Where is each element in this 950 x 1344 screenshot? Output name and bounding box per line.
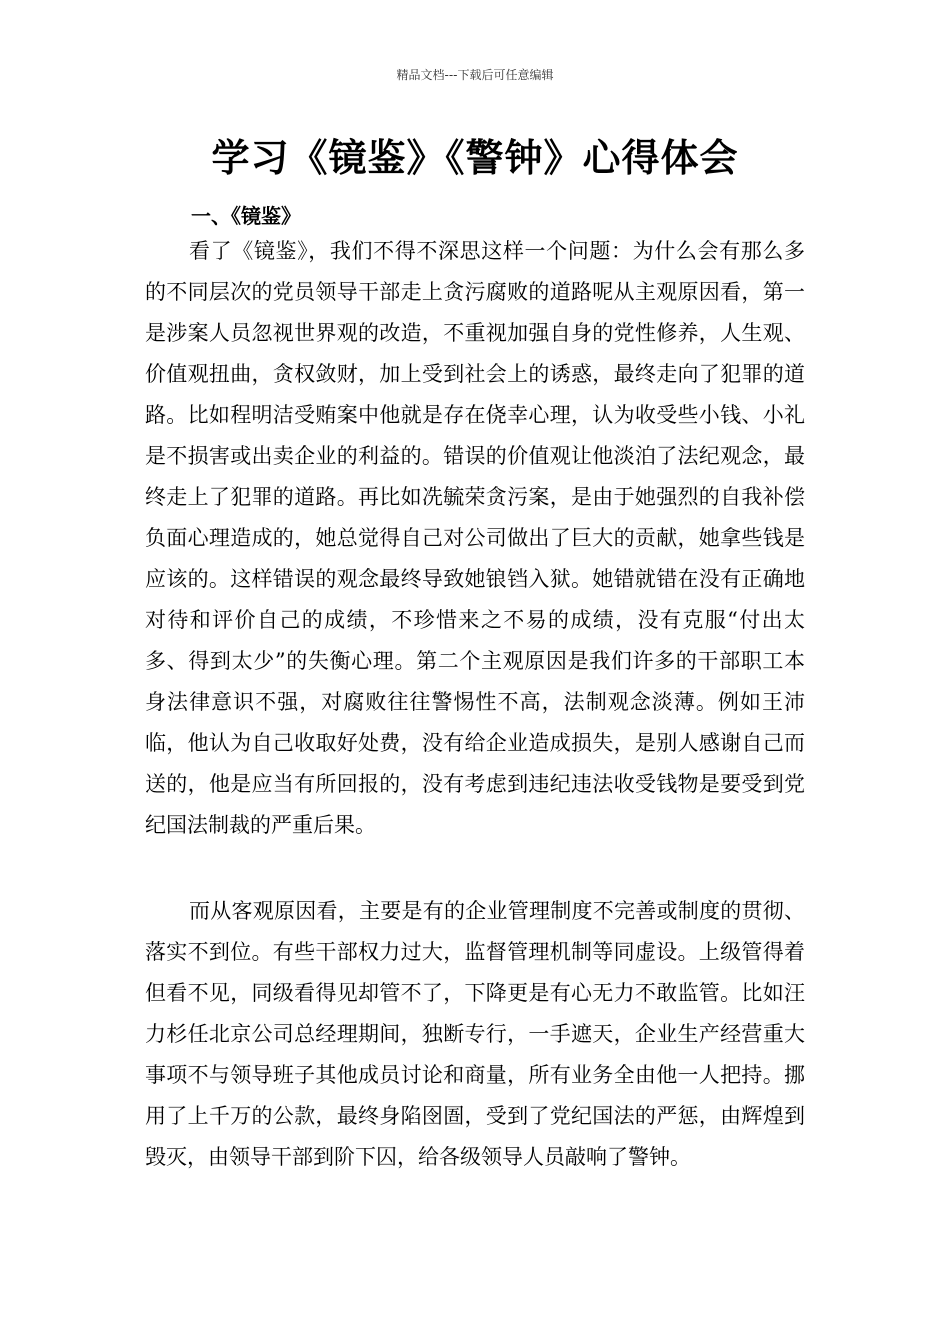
- body-paragraph-2: 而从客观原因看，主要是有的企业管理制度不完善或制度的贯彻、落实不到位。有些干部权力过大，监督管理机制等同虚设。上级管得着但看不见，同级看得见却管不了，下降更是有心无力不敢监管。比如汪力杉任北京公司总经理期间，独断专行，一手遮天，企业生产经营重大事项不与领导班子其他成员讨论和商量，所有业务全由他一人把持。挪用了上千万的公款，最终身陷囹圄，受到了党纪国法的严惩，由辉煌到毁灭，由领导干部到阶下囚，给各级领导人员敲响了警钟。: [145, 899, 805, 1169]
- section-heading: 一、《镜鉴》: [191, 204, 301, 228]
- body-paragraph-1: 看了《镜鉴》，我们不得不深思这样一个问题：为什么会有那么多的不同层次的党员领导干部走上贪污腐败的道路呢从主观原因看，第一是涉案人员忽视世界观的改造，不重视加强自身的党性修养，人生观、价值观扭曲，贪权敛财，加上受到社会上的诱惑，最终走向了犯罪的道路。比如程明洁受贿案中他就是存在侥幸心理，认为收受些小钱、小礼是不损害或出卖企业的利益的。错误的价值观让他淡泊了法纪观念，最终走上了犯罪的道路。再比如冼毓荣贪污案，是由于她强烈的自我补偿负面心理造成的，她总觉得自己对公司做出了巨大的贡献，她拿些钱是应该的。这样错误的观念最终导致她锒铛入狱。她错就错在没有正确地对待和评价自己的成绩，不珍惜来之不易的成绩，没有克服“付出太多、得到太少”的失衡心理。第二个主观原因是我们许多的干部职工本身法律意识不强，对腐败往往警惕性不高，法制观念淡薄。例如王沛临，他认为自己收取好处费，没有给企业造成损失，是别人感谢自己而送的，他是应当有所回报的，没有考虑到违纪违法收受钱物是要受到党纪国法制裁的严重后果。: [145, 239, 805, 837]
- page-header: 精品文档---下载后可任意编辑: [396, 68, 554, 82]
- document-title: 学习《镜鉴》《警钟》心得体会: [211, 135, 739, 180]
